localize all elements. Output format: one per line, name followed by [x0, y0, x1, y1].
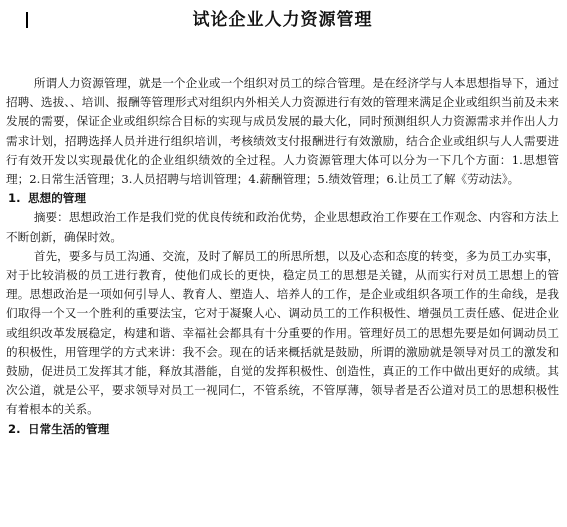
text-cursor [26, 12, 28, 28]
section-heading-1 [6, 189, 559, 208]
section-number: 1. [8, 191, 21, 206]
section-title: 思想的管理 [28, 191, 86, 206]
section-title: 日常生活的管理 [28, 421, 110, 436]
body-paragraph: 首先，要多与员工沟通、交流，及时了解员工的所思所想，以及心态和态度的转变，多为员工办实事，对于比较消极的员工进行教育，使他们成长的更快，稳定员工的思想是关键，从而实行对员工思想上的管理。思想政治是一项如何引导人、教育人、塑造人、培养人的工作，是企业或组织各项工作的生命线，是我们取得一个又一个胜利的重要法宝，它对于凝聚人心、调动员工的工作积极性、增强员工责任感、促进企业或组织改革发展稳定，构建和谐、幸福社会都具有十分重要的作用。管理好员工的思想先要是如何调动员工的积极性，用管理学的方式来讲：我不会。现在的话来概括就是鼓励，所谓的激励就是领导对员工的激发和鼓励，促进员工发挥其才能，释放其潜能，自觉的发挥积极性、创造性，真正的工作中做出更好的成绩。其次公道，就是公平，要求领导对员工一视同仁，不管系统，不管厚薄，领导者是否公道对员工的思想积极性有着根本的关系。 [6, 248, 559, 417]
title-spacing [6, 30, 559, 74]
page-title: 试论企业人力资源管理 [192, 10, 373, 30]
section-number: 2. [8, 421, 21, 436]
abstract-paragraph: 摘要：思想政治工作是我们党的优良传统和政治优势，企业思想政治工作要在工作观念、内容和方法上不断创新，确保时效。 [6, 210, 559, 244]
section-heading-2 [6, 420, 559, 439]
intro-paragraph: 所谓人力资源管理，就是一个企业或一个组织对员工的综合管理。是在经济学与人本思想指导下，通过招聘、选拔、、培训、报酬等管理形式对组织内外相关人力资源进行有效的管理来满足企业或组织当前及未来发展的需要，保证企业或组织综合目标的实现与成员发展的最大化，同时预测组织人力资源需求并作出人力需求计划，招聘选择人员并进行组织培训，考核绩效支付报酬进行有效激励，结合企业或组织与人人需要进行有效开发以实现最优化的企业组织绩效的全过程。人力资源管理大体可以分为一下几个方面：1.思想管理；2.日常生活管理；3.人员招聘与培训管理；4.薪酬管理；5.绩效管理；6.让员工了解《劳动法》。 [6, 76, 559, 187]
